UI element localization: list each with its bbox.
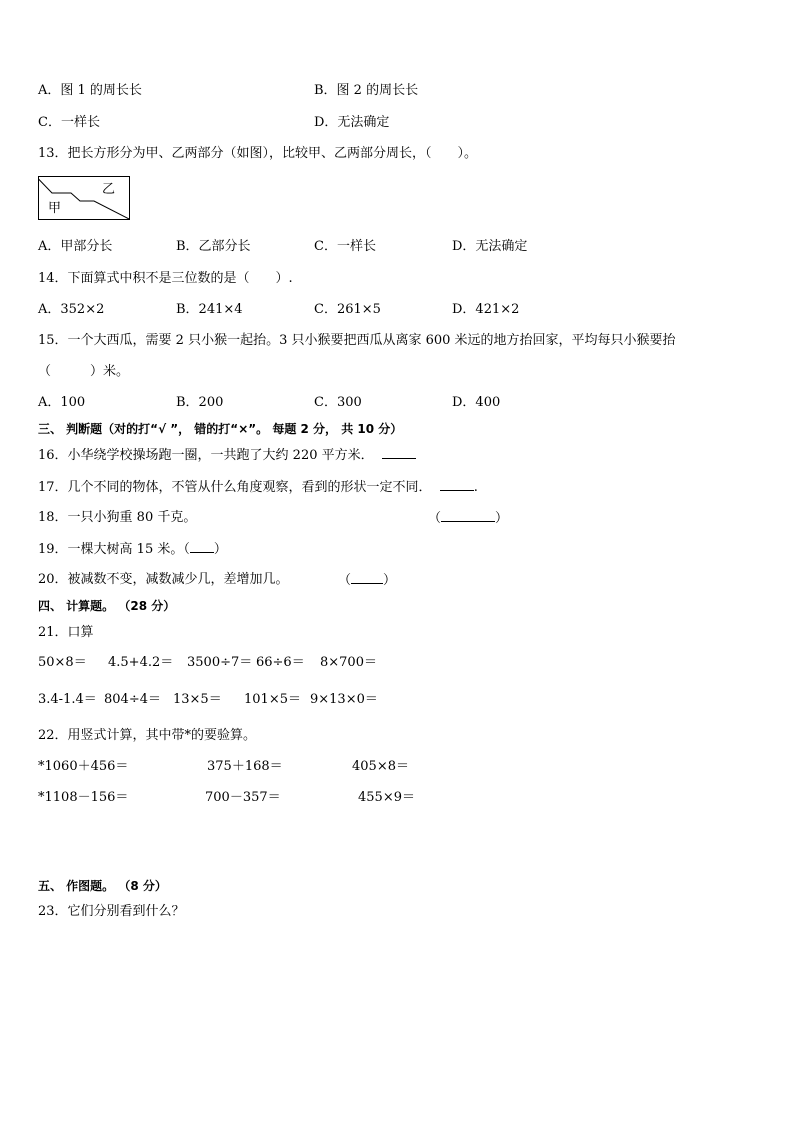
q14-question: 14．下面算式中积不是三位数的是（ ）. — [38, 271, 293, 286]
q15-question: 15．一个大西瓜，需要 2 只小猴一起抬。3 只小猴要把西瓜从离家 600 米远的地方抬回家，平均每只小猴要抬 — [38, 333, 676, 348]
q22-item: *1060＋456＝ — [38, 759, 129, 774]
q18-answer-paren — [428, 509, 508, 528]
q21-item: 4.5+4.2＝ — [108, 655, 174, 670]
q14-option-d: D．421×2 — [452, 302, 520, 317]
q13-option-c: C．一样长 — [314, 239, 376, 254]
q18-paren-close: ） — [495, 511, 509, 526]
q22-item: *1108－156＝ — [38, 790, 129, 805]
q15-question-cont: （ ）米。 — [38, 364, 130, 379]
q12-option-b: B．图 2 的周长长 — [314, 83, 419, 98]
q21-item: 3500÷7＝ — [187, 655, 253, 670]
q16-answer-blank[interactable] — [382, 446, 416, 459]
q21-item: 50×8＝ — [38, 655, 87, 670]
q17-end: . — [473, 480, 478, 495]
q22-title: 22．用竖式计算，其中带*的要验算。 — [38, 728, 257, 743]
q17-answer-blank[interactable] — [440, 478, 474, 491]
q12-option-c: C．一样长 — [38, 115, 100, 130]
q13-option-b: B．乙部分长 — [176, 239, 251, 254]
q15-option-a: A．100 — [38, 395, 86, 410]
q17-question — [38, 478, 478, 497]
q21-title: 21．口算 — [38, 625, 94, 640]
q21-item: 66÷6＝ — [256, 655, 305, 670]
q21-item: 9×13×0＝ — [310, 692, 378, 707]
label-jia: 甲 — [48, 201, 62, 216]
q20-paren-open: （ — [338, 573, 352, 588]
q14-option-a: A．352×2 — [38, 302, 105, 317]
section-5-heading: 五、 作图题。 （8 分） — [38, 879, 167, 893]
q13-option-a: A．甲部分长 — [38, 239, 113, 254]
q22-item: 455×9＝ — [358, 790, 415, 805]
q20-text: 20．被减数不变，减数减少几，差增加几。 — [38, 572, 289, 587]
q19-question — [38, 540, 227, 559]
q19-answer-blank[interactable] — [190, 540, 214, 553]
q20-answer-paren — [338, 571, 396, 590]
q15-option-b: B．200 — [176, 395, 224, 410]
q23-question: 23．它们分别看到什么？ — [38, 904, 185, 919]
q14-option-c: C．261×5 — [314, 302, 381, 317]
q17-text: 17．几个不同的物体，不管从什么角度观察，看到的形状一定不同． — [38, 480, 432, 495]
q19-paren-close: ） — [213, 542, 227, 557]
q16-text: 16．小华绕学校操场跑一圈，一共跑了大约 220 平方米． — [38, 448, 374, 463]
q16-question — [38, 446, 416, 465]
q22-item: 405×8＝ — [352, 759, 409, 774]
label-yi: 乙 — [102, 182, 116, 197]
q12-option-a: A．图 1 的周长长 — [38, 83, 142, 98]
q12-option-d: D．无法确定 — [314, 115, 390, 130]
q21-item: 13×5＝ — [173, 692, 222, 707]
q21-item: 804÷4＝ — [104, 692, 161, 707]
q15-option-d: D．400 — [452, 395, 501, 410]
section-3-heading: 三、 判断题（对的打“√ ”， 错的打“×”。 每题 2 分， 共 10 分） — [38, 422, 403, 436]
q18-text: 18．一只小狗重 80 千克。 — [38, 510, 197, 525]
q18-answer-blank[interactable] — [441, 509, 495, 522]
q21-item: 3.4-1.4＝ — [38, 692, 97, 707]
q13-question: 13．把长方形分为甲、乙两部分（如图），比较甲、乙两部分周长，（ ）。 — [38, 146, 478, 161]
q21-item: 101×5＝ — [244, 692, 301, 707]
q13-option-d: D．无法确定 — [452, 239, 528, 254]
q18-paren-open: （ — [428, 511, 442, 526]
q21-item: 8×700＝ — [320, 655, 377, 670]
q22-item: 375＋168＝ — [207, 759, 283, 774]
q20-answer-blank[interactable] — [351, 571, 383, 584]
q13-rectangle-figure — [38, 176, 130, 220]
section-4-heading: 四、 计算题。 （28 分） — [38, 599, 176, 613]
q14-option-b: B．241×4 — [176, 302, 243, 317]
q20-paren-close: ） — [383, 573, 397, 588]
q19-text: 19．一棵大树高 15 米。（ — [38, 542, 190, 557]
q15-option-c: C．300 — [314, 395, 362, 410]
q22-item: 700－357＝ — [205, 790, 281, 805]
